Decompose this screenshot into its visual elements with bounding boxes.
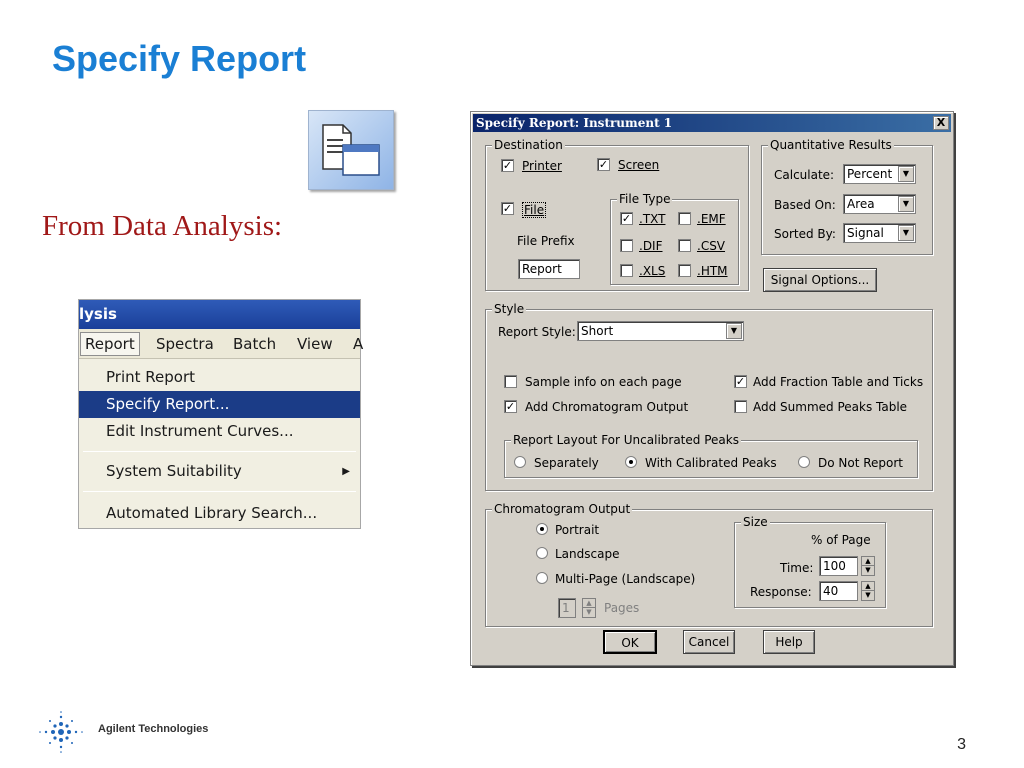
file-type-group — [610, 192, 739, 285]
help-button[interactable]: Help — [763, 630, 815, 654]
company-name: Agilent Technologies — [98, 723, 209, 735]
emf-label: .EMF — [697, 212, 726, 226]
do-not-report-label: Do Not Report — [818, 456, 904, 470]
based-on-select[interactable] — [843, 194, 916, 214]
time-input[interactable]: 100 — [819, 556, 858, 576]
agilent-spark-icon — [36, 710, 86, 754]
screen-label: Screen — [618, 158, 660, 172]
spin-up-icon: ▲ — [862, 557, 874, 566]
menu-item-automated-library-search[interactable]: Automated Library Search... — [106, 504, 318, 522]
printer-label: Printer — [522, 159, 562, 173]
calculate-label: Calculate: — [774, 168, 835, 182]
destination-label: Destination — [494, 138, 563, 152]
style-group — [485, 302, 933, 491]
dialog-titlebar — [473, 114, 951, 132]
based-on-label: Based On: — [774, 198, 836, 212]
menu-view[interactable]: View — [297, 335, 333, 353]
signal-options-button[interactable]: Signal Options... — [763, 268, 877, 292]
cancel-button[interactable]: Cancel — [683, 630, 735, 654]
xls-checkbox[interactable] — [620, 264, 633, 277]
destination-group — [485, 138, 749, 291]
calculate-value: Percent — [847, 167, 893, 181]
agilent-logo — [36, 710, 86, 754]
screen-checkbox[interactable]: ✓ — [598, 158, 609, 171]
chromatogram-output-group — [485, 502, 933, 627]
report-style-select[interactable] — [577, 321, 744, 341]
report-style-label: Report Style: — [498, 325, 576, 339]
file-prefix-label: File Prefix — [517, 234, 575, 248]
sorted-by-value: Signal — [847, 226, 884, 240]
sorted-by-select[interactable] — [843, 223, 916, 243]
multipage-radio[interactable] — [536, 572, 548, 584]
spin-up-icon: ▲ — [583, 599, 595, 608]
pages-input[interactable]: 1 — [558, 598, 576, 618]
menu-screenshot — [78, 299, 364, 529]
close-button[interactable]: X — [933, 116, 949, 130]
menu-item-label: System Suitability — [106, 462, 242, 480]
dialog-title: Specify Report: Instrument 1 — [476, 116, 673, 130]
dif-label: .DIF — [639, 239, 663, 253]
separately-radio[interactable] — [514, 456, 526, 468]
add-chromatogram-label: Add Chromatogram Output — [525, 400, 689, 414]
portrait-radio[interactable] — [536, 523, 548, 535]
menu-separator — [83, 491, 356, 492]
menu-batch[interactable]: Batch — [233, 335, 277, 353]
htm-label: .HTM — [697, 264, 728, 278]
emf-checkbox[interactable] — [678, 212, 691, 225]
dropdown-arrow-icon: ▼ — [726, 323, 742, 339]
file-checkbox[interactable]: ✓ — [502, 202, 513, 215]
style-label: Style — [494, 302, 525, 316]
txt-label: .TXT — [639, 212, 666, 226]
menu-item-specify-report[interactable]: Specify Report... — [79, 391, 360, 418]
txt-checkbox[interactable]: ✓ — [621, 212, 632, 225]
ok-button[interactable]: OK — [603, 630, 657, 654]
document-window-icon — [309, 111, 395, 191]
time-label: Time: — [780, 561, 814, 575]
dropdown-arrow-icon: ▼ — [898, 225, 914, 241]
htm-checkbox[interactable] — [678, 264, 691, 277]
quantitative-results-group — [761, 138, 933, 255]
menu-more[interactable]: A — [353, 335, 364, 353]
multipage-label: Multi-Page (Landscape) — [555, 572, 696, 586]
submenu-arrow-icon: ▶ — [342, 466, 350, 477]
size-label: Size — [743, 515, 768, 529]
menu-item-system-suitability[interactable] — [79, 458, 360, 485]
report-layout-group — [504, 433, 918, 478]
file-prefix-input[interactable]: Report — [518, 259, 580, 279]
menu-bar — [79, 329, 364, 359]
file-label: File — [524, 203, 545, 217]
percent-of-page-label: % of Page — [811, 533, 871, 547]
do-not-report-radio[interactable] — [798, 456, 810, 468]
sample-info-checkbox[interactable] — [504, 375, 517, 388]
landscape-label: Landscape — [555, 547, 620, 561]
dropdown-arrow-icon: ▼ — [898, 166, 914, 182]
dropdown-arrow-icon: ▼ — [898, 196, 914, 212]
page-number: 3 — [957, 736, 966, 753]
based-on-value: Area — [847, 197, 875, 211]
spin-up-icon: ▲ — [862, 582, 874, 591]
separately-label: Separately — [534, 456, 599, 470]
quantitative-results-label: Quantitative Results — [770, 138, 892, 152]
calculate-select[interactable] — [843, 164, 916, 184]
slide-title: Specify Report — [52, 38, 307, 79]
spin-down-icon: ▼ — [865, 591, 871, 599]
printer-checkbox[interactable]: ✓ — [502, 159, 513, 172]
response-label: Response: — [750, 585, 812, 599]
pages-label: Pages — [604, 601, 640, 615]
chromatogram-output-label: Chromatogram Output — [494, 502, 631, 516]
add-fraction-label: Add Fraction Table and Ticks — [753, 375, 924, 389]
with-calibrated-label: With Calibrated Peaks — [645, 456, 777, 470]
time-spinner[interactable] — [861, 556, 875, 576]
menu-item-print-report[interactable]: Print Report — [106, 368, 195, 386]
menu-titlebar: lysis — [79, 300, 360, 329]
csv-checkbox[interactable] — [678, 239, 691, 252]
specify-report-dialog — [470, 111, 954, 666]
menu-report[interactable]: Report — [80, 332, 140, 356]
response-input[interactable]: 40 — [819, 581, 858, 601]
add-summed-peaks-label: Add Summed Peaks Table — [753, 400, 908, 414]
specify-report-icon — [308, 110, 394, 190]
response-spinner[interactable] — [861, 581, 875, 601]
sample-info-label: Sample info on each page — [525, 375, 682, 389]
menu-item-edit-instrument-curves[interactable]: Edit Instrument Curves... — [106, 422, 294, 440]
portrait-label: Portrait — [555, 523, 600, 537]
report-layout-label: Report Layout For Uncalibrated Peaks — [513, 433, 739, 447]
xls-label: .XLS — [639, 264, 666, 278]
spin-down-icon: ▼ — [586, 608, 592, 616]
sorted-by-label: Sorted By: — [774, 227, 836, 241]
add-summed-peaks-checkbox[interactable] — [734, 400, 747, 413]
landscape-radio[interactable] — [536, 547, 548, 559]
csv-label: .CSV — [697, 239, 726, 253]
spin-down-icon: ▼ — [865, 566, 871, 574]
from-data-analysis-text: From Data Analysis: — [42, 210, 283, 242]
file-type-label: File Type — [619, 192, 671, 206]
pages-spinner[interactable] — [582, 598, 596, 618]
menu-separator — [83, 451, 356, 452]
add-chromatogram-checkbox[interactable]: ✓ — [505, 400, 516, 413]
with-calibrated-radio[interactable] — [625, 456, 637, 468]
add-fraction-checkbox[interactable]: ✓ — [735, 375, 746, 388]
report-style-value: Short — [581, 324, 614, 338]
menu-spectra[interactable]: Spectra — [156, 335, 214, 353]
size-group — [734, 515, 886, 608]
dif-checkbox[interactable] — [620, 239, 633, 252]
